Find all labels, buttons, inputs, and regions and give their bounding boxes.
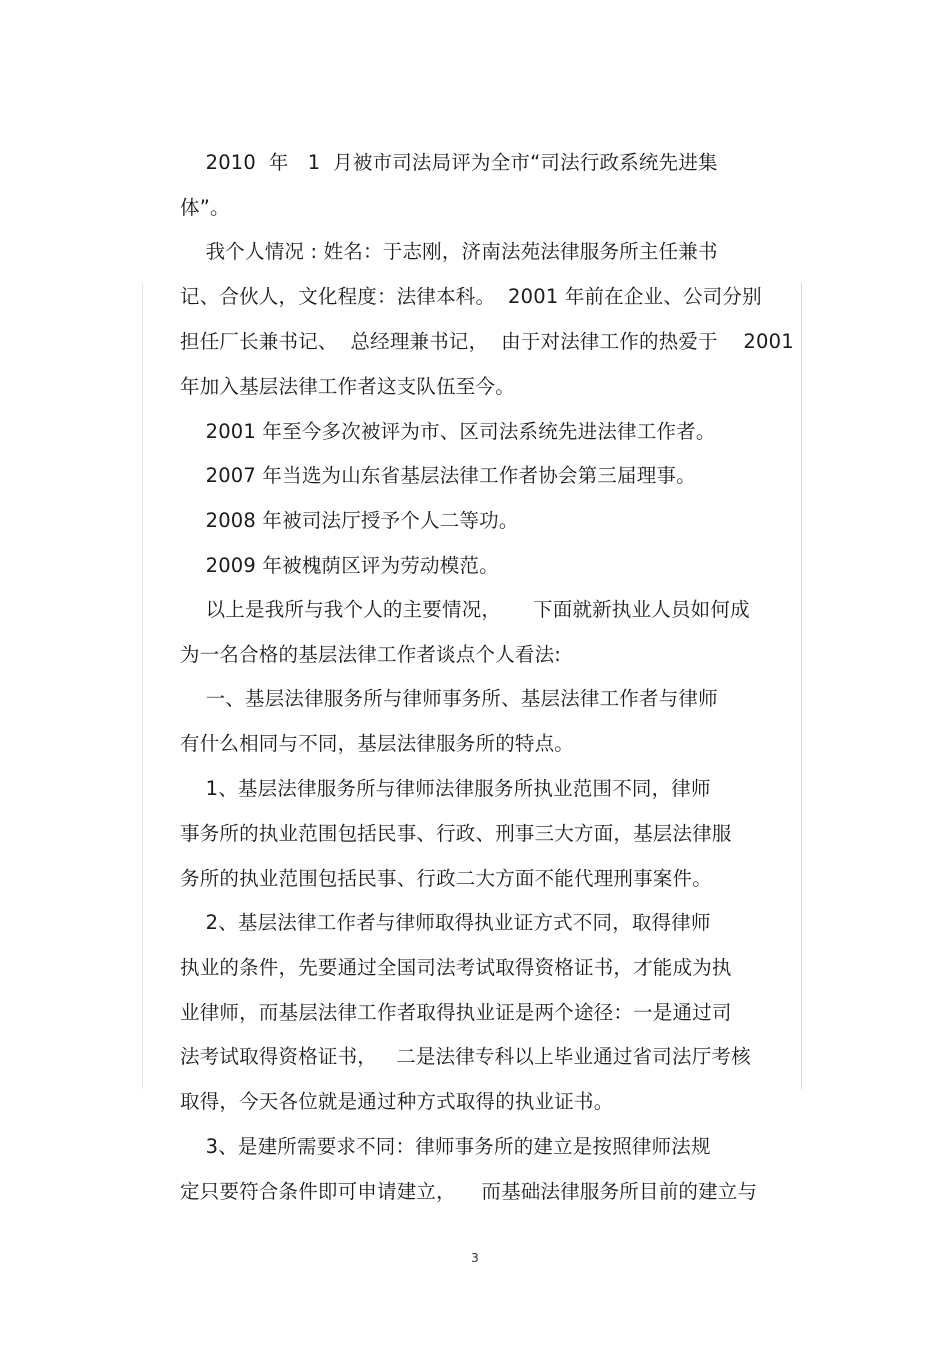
text-line: 2009 年被槐荫区评为劳动模范。 [180, 554, 499, 577]
text-line: 2010 年 1 月被市司法局评为全市“司法行政系统先进集 [180, 151, 718, 174]
text-line: 执业的条件，先要通过全国司法考试取得资格证书，才能成为执 [180, 956, 732, 979]
text-line: 3、是建所需要求不同：律师事务所的建立是按照律师法规 [180, 1135, 711, 1158]
text-line: 有什么相同与不同，基层法律服务所的特点。 [180, 732, 575, 755]
page-number: 3 [471, 1251, 479, 1265]
text-line: 担任厂长兼书记、 总经理兼书记， 由于对法律工作的热爱于 2001 [180, 330, 794, 353]
text-line: 年加入基层法律工作者这支队伍至今。 [180, 375, 515, 398]
text-line: 一、基层法律服务所与律师事务所、基层法律工作者与律师 [180, 687, 718, 710]
text-line: 取得，今天各位就是通过种方式取得的执业证书。 [180, 1090, 614, 1113]
text-line: 定只要符合条件即可申请建立， 而基础法律服务所目前的建立与 [180, 1180, 758, 1203]
text-line: 2008 年被司法厅授予个人二等功。 [180, 509, 519, 532]
text-line: 务所的执业范围包括民事、行政二大方面不能代理刑事案件。 [180, 867, 712, 890]
text-line: 事务所的执业范围包括民事、行政、刑事三大方面，基层法律服 [180, 822, 732, 845]
text-line: 记、合伙人，文化程度：法律本科。 2001 年前在企业、公司分别 [180, 285, 762, 308]
text-line: 以上是我所与我个人的主要情况， 下面就新执业人员如何成 [180, 598, 750, 621]
text-line: 法考试取得资格证书， 二是法律专科以上毕业通过省司法厅考核 [180, 1045, 751, 1068]
text-line: 1、基层法律服务所与律师法律服务所执业范围不同，律师 [180, 777, 711, 800]
text-line: 2、基层法律工作者与律师取得执业证方式不同，取得律师 [180, 911, 711, 934]
text-line: 业律师，而基层法律工作者取得执业证是两个途径：一是通过司 [180, 1001, 732, 1024]
text-line: 体”。 [180, 196, 230, 219]
text-line: 为一名合格的基层法律工作者谈点个人看法: [180, 643, 562, 666]
text-line: 2001 年至今多次被评为市、区司法系统先进法律工作者。 [180, 420, 716, 443]
text-line: 2007 年当选为山东省基层法律工作者协会第三届理事。 [180, 464, 696, 487]
text-line: 我个人情况 : 姓名：于志刚，济南法苑法律服务所主任兼书 [180, 240, 718, 263]
